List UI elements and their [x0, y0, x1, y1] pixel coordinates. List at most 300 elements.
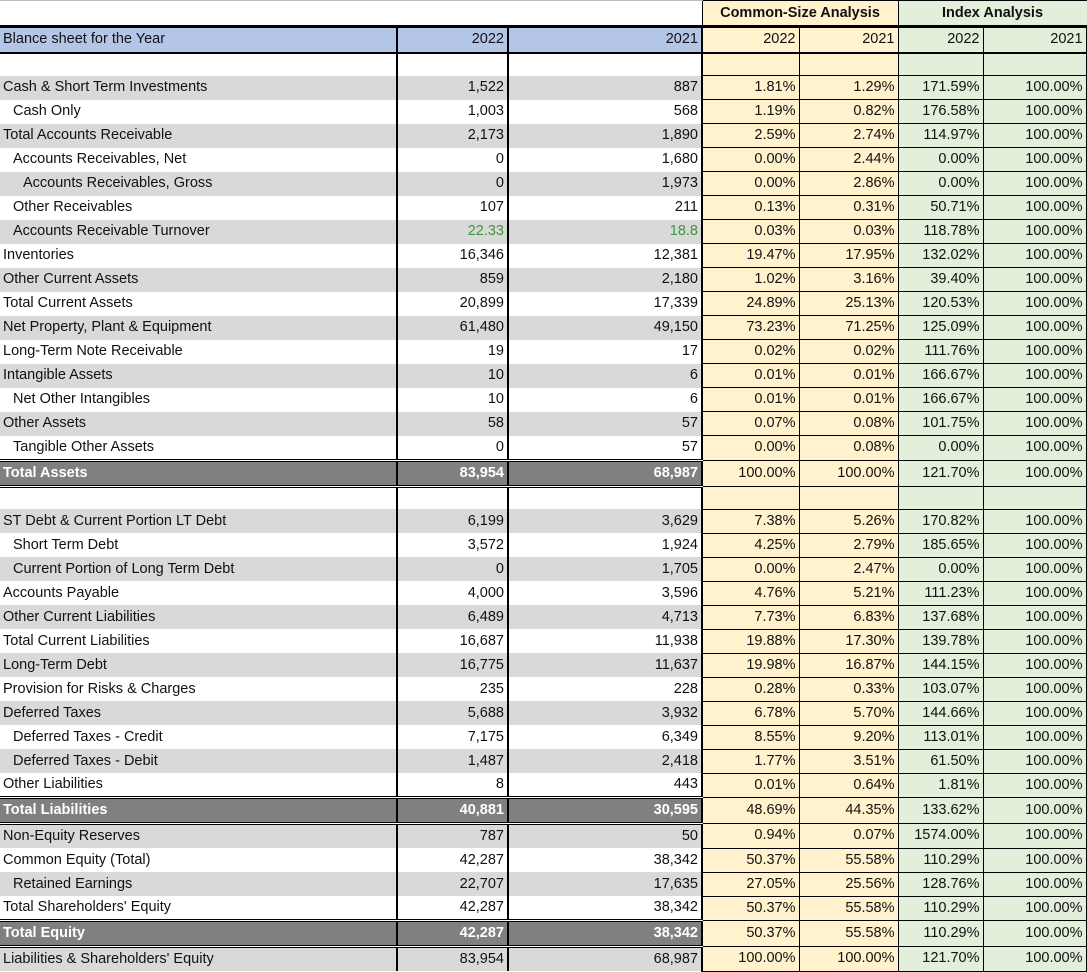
common-size-2022: 7.73%	[702, 605, 799, 629]
index-analysis-header: Index Analysis	[898, 1, 1087, 27]
index-2022: 144.15%	[898, 653, 983, 677]
index-2022: 166.67%	[898, 364, 983, 388]
value-2022: 42,287	[397, 921, 508, 947]
table-row	[0, 947, 1087, 972]
row-label: Net Other Intangibles	[0, 388, 397, 412]
common-size-2022: 0.07%	[702, 412, 799, 436]
common-size-2022: 0.00%	[702, 557, 799, 581]
blank-cell	[702, 486, 799, 509]
value-2022: 83,954	[397, 947, 508, 972]
row-label: Total Current Assets	[0, 292, 397, 316]
index-2021: 100.00%	[983, 244, 1087, 268]
common-size-2022: 4.25%	[702, 533, 799, 557]
common-size-2021: 25.56%	[799, 872, 898, 896]
table-row	[0, 100, 1087, 124]
table-row	[0, 244, 1087, 268]
value-2021: 1,680	[508, 148, 702, 172]
blank-cell	[799, 486, 898, 509]
blank-cell	[983, 53, 1087, 76]
index-2021: 100.00%	[983, 268, 1087, 292]
common-size-2022: 0.13%	[702, 196, 799, 220]
table-row	[0, 292, 1087, 316]
index-2021: 100.00%	[983, 798, 1087, 824]
index-2021: 100.00%	[983, 947, 1087, 972]
common-size-2021: 0.07%	[799, 824, 898, 849]
row-label: Retained Earnings	[0, 872, 397, 896]
value-2022: 10	[397, 388, 508, 412]
table-row	[0, 533, 1087, 557]
common-size-2022: 73.23%	[702, 316, 799, 340]
value-2022: 22.33	[397, 220, 508, 244]
value-2021: 38,342	[508, 896, 702, 921]
table-row	[0, 268, 1087, 292]
table-row	[0, 124, 1087, 148]
index-2021: 100.00%	[983, 364, 1087, 388]
row-label: Accounts Receivables, Gross	[0, 172, 397, 196]
value-2021: 12,381	[508, 244, 702, 268]
row-label: Accounts Receivables, Net	[0, 148, 397, 172]
index-2021: 100.00%	[983, 316, 1087, 340]
index-2021: 100.00%	[983, 677, 1087, 701]
common-size-2022: 27.05%	[702, 872, 799, 896]
row-label: Long-Term Debt	[0, 653, 397, 677]
index-2022: 121.70%	[898, 460, 983, 486]
row-label: Tangible Other Assets	[0, 436, 397, 461]
blank-cell	[508, 486, 702, 509]
index-2022: 0.00%	[898, 557, 983, 581]
common-size-2021: 0.82%	[799, 100, 898, 124]
value-2021: 4,713	[508, 605, 702, 629]
table-row	[0, 921, 1087, 947]
blank-cell	[702, 53, 799, 76]
value-2022: 10	[397, 364, 508, 388]
row-label: Non-Equity Reserves	[0, 824, 397, 849]
table-row	[0, 557, 1087, 581]
common-size-2022: 0.02%	[702, 340, 799, 364]
index-2022: 111.23%	[898, 581, 983, 605]
index-2022: 110.29%	[898, 848, 983, 872]
blank-cell	[0, 1, 397, 27]
value-2021: 1,890	[508, 124, 702, 148]
common-size-2022: 19.88%	[702, 629, 799, 653]
index-2022: 111.76%	[898, 340, 983, 364]
value-2022: 1,487	[397, 749, 508, 773]
value-2021: 17,635	[508, 872, 702, 896]
value-2021: 68,987	[508, 460, 702, 486]
table-row	[0, 653, 1087, 677]
value-2021: 17,339	[508, 292, 702, 316]
common-size-2022: 0.00%	[702, 172, 799, 196]
common-size-2021: 44.35%	[799, 798, 898, 824]
row-label: Total Shareholders' Equity	[0, 896, 397, 921]
common-size-2022: 1.81%	[702, 76, 799, 100]
index-2021: 100.00%	[983, 896, 1087, 921]
value-2022: 16,775	[397, 653, 508, 677]
row-label: Accounts Payable	[0, 581, 397, 605]
common-size-2021: 1.29%	[799, 76, 898, 100]
table-row	[0, 460, 1087, 486]
index-2021: 100.00%	[983, 196, 1087, 220]
index-2021: 100.00%	[983, 124, 1087, 148]
value-2022: 2,173	[397, 124, 508, 148]
value-2021: 887	[508, 76, 702, 100]
common-size-2022: 1.02%	[702, 268, 799, 292]
table-row	[0, 725, 1087, 749]
common-size-2021: 2.74%	[799, 124, 898, 148]
common-size-2022: 0.01%	[702, 364, 799, 388]
value-2022: 22,707	[397, 872, 508, 896]
index-2021: 100.00%	[983, 872, 1087, 896]
index-2021: 100.00%	[983, 220, 1087, 244]
index-2022: 121.70%	[898, 947, 983, 972]
row-label: Deferred Taxes - Credit	[0, 725, 397, 749]
index-2022: 113.01%	[898, 725, 983, 749]
index-2022: 101.75%	[898, 412, 983, 436]
common-size-2021: 9.20%	[799, 725, 898, 749]
value-2022: 787	[397, 824, 508, 849]
index-2022: 125.09%	[898, 316, 983, 340]
blank-cell	[397, 486, 508, 509]
spacer-row	[0, 486, 1087, 509]
index-2022: 1574.00%	[898, 824, 983, 849]
index-2022: 103.07%	[898, 677, 983, 701]
value-2021: 50	[508, 824, 702, 849]
index-2022: 171.59%	[898, 76, 983, 100]
row-label: Short Term Debt	[0, 533, 397, 557]
blank-cell	[508, 1, 702, 27]
common-size-2022: 50.37%	[702, 896, 799, 921]
value-2022: 40,881	[397, 798, 508, 824]
value-2022: 0	[397, 557, 508, 581]
value-2022: 4,000	[397, 581, 508, 605]
index-2022: 139.78%	[898, 629, 983, 653]
common-size-2021: 100.00%	[799, 460, 898, 486]
common-size-2021: 2.79%	[799, 533, 898, 557]
value-2022: 19	[397, 340, 508, 364]
common-size-2021: 5.26%	[799, 509, 898, 533]
index-2021: 100.00%	[983, 848, 1087, 872]
value-2021: 1,924	[508, 533, 702, 557]
table-row	[0, 388, 1087, 412]
value-2021: 17	[508, 340, 702, 364]
index-2021: 100.00%	[983, 509, 1087, 533]
row-label: Provision for Risks & Charges	[0, 677, 397, 701]
index-2021: 100.00%	[983, 557, 1087, 581]
value-2022: 235	[397, 677, 508, 701]
row-label: ST Debt & Current Portion LT Debt	[0, 509, 397, 533]
table-row	[0, 896, 1087, 921]
value-2021: 1,705	[508, 557, 702, 581]
common-size-2021: 2.47%	[799, 557, 898, 581]
row-label: Common Equity (Total)	[0, 848, 397, 872]
common-size-header: Common-Size Analysis	[702, 1, 898, 27]
cs-2022-header: 2022	[702, 27, 799, 53]
value-2022: 1,003	[397, 100, 508, 124]
common-size-2021: 2.86%	[799, 172, 898, 196]
table-row	[0, 872, 1087, 896]
table-row	[0, 629, 1087, 653]
row-label: Total Current Liabilities	[0, 629, 397, 653]
row-label: Long-Term Note Receivable	[0, 340, 397, 364]
index-2021: 100.00%	[983, 749, 1087, 773]
blank-cell	[898, 486, 983, 509]
common-size-2022: 0.01%	[702, 773, 799, 798]
year-2022-header: 2022	[397, 27, 508, 53]
table-row	[0, 677, 1087, 701]
index-2022: 39.40%	[898, 268, 983, 292]
table-row	[0, 412, 1087, 436]
sheet-title: Blance sheet for the Year	[0, 27, 397, 53]
value-2021: 211	[508, 196, 702, 220]
table-row	[0, 798, 1087, 824]
row-label: Other Current Assets	[0, 268, 397, 292]
value-2022: 83,954	[397, 460, 508, 486]
row-label: Other Liabilities	[0, 773, 397, 798]
value-2022: 16,687	[397, 629, 508, 653]
blank-cell	[898, 53, 983, 76]
index-2022: 110.29%	[898, 896, 983, 921]
ix-2022-header: 2022	[898, 27, 983, 53]
value-2021: 57	[508, 436, 702, 461]
value-2021: 68,987	[508, 947, 702, 972]
value-2022: 107	[397, 196, 508, 220]
row-label: Cash Only	[0, 100, 397, 124]
index-2022: 114.97%	[898, 124, 983, 148]
index-2021: 100.00%	[983, 436, 1087, 461]
index-2022: 50.71%	[898, 196, 983, 220]
index-2021: 100.00%	[983, 100, 1087, 124]
row-label: Intangible Assets	[0, 364, 397, 388]
index-2021: 100.00%	[983, 653, 1087, 677]
index-2022: 144.66%	[898, 701, 983, 725]
index-2022: 176.58%	[898, 100, 983, 124]
table-row	[0, 605, 1087, 629]
blank-cell	[799, 53, 898, 76]
index-2021: 100.00%	[983, 725, 1087, 749]
value-2022: 0	[397, 436, 508, 461]
year-2021-header: 2021	[508, 27, 702, 53]
common-size-2022: 6.78%	[702, 701, 799, 725]
index-2021: 100.00%	[983, 460, 1087, 486]
value-2021: 57	[508, 412, 702, 436]
table-row	[0, 364, 1087, 388]
common-size-2021: 55.58%	[799, 921, 898, 947]
value-2021: 30,595	[508, 798, 702, 824]
common-size-2021: 55.58%	[799, 848, 898, 872]
table-row	[0, 509, 1087, 533]
index-2021: 100.00%	[983, 824, 1087, 849]
common-size-2022: 2.59%	[702, 124, 799, 148]
value-2021: 3,629	[508, 509, 702, 533]
common-size-2022: 50.37%	[702, 848, 799, 872]
common-size-2021: 16.87%	[799, 653, 898, 677]
row-label: Other Assets	[0, 412, 397, 436]
blank-cell	[0, 486, 397, 509]
index-2021: 100.00%	[983, 412, 1087, 436]
index-2021: 100.00%	[983, 340, 1087, 364]
value-2022: 3,572	[397, 533, 508, 557]
index-2022: 0.00%	[898, 436, 983, 461]
index-2021: 100.00%	[983, 701, 1087, 725]
common-size-2022: 4.76%	[702, 581, 799, 605]
value-2022: 1,522	[397, 76, 508, 100]
index-2021: 100.00%	[983, 605, 1087, 629]
row-label: Other Current Liabilities	[0, 605, 397, 629]
common-size-2022: 8.55%	[702, 725, 799, 749]
index-2022: 110.29%	[898, 921, 983, 947]
index-2021: 100.00%	[983, 388, 1087, 412]
index-2021: 100.00%	[983, 629, 1087, 653]
row-label: Deferred Taxes	[0, 701, 397, 725]
value-2021: 11,938	[508, 629, 702, 653]
table-row	[0, 340, 1087, 364]
blank-cell	[508, 53, 702, 76]
common-size-2021: 25.13%	[799, 292, 898, 316]
common-size-2021: 0.08%	[799, 412, 898, 436]
common-size-2022: 19.98%	[702, 653, 799, 677]
common-size-2022: 1.77%	[702, 749, 799, 773]
value-2022: 7,175	[397, 725, 508, 749]
value-2022: 8	[397, 773, 508, 798]
blank-cell	[0, 53, 397, 76]
value-2021: 3,932	[508, 701, 702, 725]
value-2021: 2,180	[508, 268, 702, 292]
table-row	[0, 749, 1087, 773]
row-label: Liabilities & Shareholders' Equity	[0, 947, 397, 972]
common-size-2021: 5.21%	[799, 581, 898, 605]
common-size-2022: 0.03%	[702, 220, 799, 244]
table-row	[0, 220, 1087, 244]
row-label: Current Portion of Long Term Debt	[0, 557, 397, 581]
row-label: Total Liabilities	[0, 798, 397, 824]
table-row	[0, 848, 1087, 872]
common-size-2021: 3.51%	[799, 749, 898, 773]
common-size-2022: 0.00%	[702, 148, 799, 172]
common-size-2021: 0.64%	[799, 773, 898, 798]
common-size-2022: 48.69%	[702, 798, 799, 824]
index-2022: 132.02%	[898, 244, 983, 268]
index-2022: 61.50%	[898, 749, 983, 773]
common-size-2022: 100.00%	[702, 460, 799, 486]
index-2021: 100.00%	[983, 292, 1087, 316]
value-2022: 20,899	[397, 292, 508, 316]
value-2022: 61,480	[397, 316, 508, 340]
common-size-2021: 71.25%	[799, 316, 898, 340]
common-size-2021: 0.01%	[799, 364, 898, 388]
index-2022: 137.68%	[898, 605, 983, 629]
sheet-body	[0, 53, 1087, 972]
table-row	[0, 76, 1087, 100]
common-size-2022: 0.00%	[702, 436, 799, 461]
table-row	[0, 316, 1087, 340]
value-2021: 6	[508, 388, 702, 412]
common-size-2022: 1.19%	[702, 100, 799, 124]
common-size-2022: 19.47%	[702, 244, 799, 268]
common-size-2022: 0.01%	[702, 388, 799, 412]
index-2022: 0.00%	[898, 148, 983, 172]
common-size-2021: 3.16%	[799, 268, 898, 292]
value-2021: 38,342	[508, 921, 702, 947]
value-2021: 6	[508, 364, 702, 388]
table-row	[0, 172, 1087, 196]
index-2021: 100.00%	[983, 172, 1087, 196]
value-2022: 58	[397, 412, 508, 436]
index-2021: 100.00%	[983, 533, 1087, 557]
group-header-row	[0, 1, 1087, 27]
common-size-2022: 50.37%	[702, 921, 799, 947]
index-2022: 133.62%	[898, 798, 983, 824]
value-2022: 0	[397, 148, 508, 172]
ix-2021-header: 2021	[983, 27, 1087, 53]
value-2021: 6,349	[508, 725, 702, 749]
value-2021: 3,596	[508, 581, 702, 605]
value-2022: 6,199	[397, 509, 508, 533]
index-2021: 100.00%	[983, 581, 1087, 605]
spacer-row	[0, 53, 1087, 76]
table-row	[0, 824, 1087, 849]
value-2021: 18.8	[508, 220, 702, 244]
value-2021: 11,637	[508, 653, 702, 677]
common-size-2022: 24.89%	[702, 292, 799, 316]
value-2022: 6,489	[397, 605, 508, 629]
row-label: Accounts Receivable Turnover	[0, 220, 397, 244]
common-size-2021: 0.03%	[799, 220, 898, 244]
index-2022: 185.65%	[898, 533, 983, 557]
value-2022: 42,287	[397, 848, 508, 872]
index-2022: 128.76%	[898, 872, 983, 896]
value-2021: 49,150	[508, 316, 702, 340]
common-size-2022: 0.28%	[702, 677, 799, 701]
index-2021: 100.00%	[983, 76, 1087, 100]
index-2022: 0.00%	[898, 172, 983, 196]
row-label: Inventories	[0, 244, 397, 268]
index-2022: 166.67%	[898, 388, 983, 412]
value-2021: 38,342	[508, 848, 702, 872]
common-size-2021: 6.83%	[799, 605, 898, 629]
value-2022: 42,287	[397, 896, 508, 921]
table-row	[0, 148, 1087, 172]
common-size-2021: 2.44%	[799, 148, 898, 172]
row-label: Deferred Taxes - Debit	[0, 749, 397, 773]
common-size-2021: 0.31%	[799, 196, 898, 220]
value-2021: 2,418	[508, 749, 702, 773]
value-2021: 443	[508, 773, 702, 798]
value-2022: 859	[397, 268, 508, 292]
year-header-row	[0, 27, 1087, 53]
blank-cell	[983, 486, 1087, 509]
common-size-2021: 5.70%	[799, 701, 898, 725]
value-2021: 1,973	[508, 172, 702, 196]
common-size-2021: 100.00%	[799, 947, 898, 972]
row-label: Net Property, Plant & Equipment	[0, 316, 397, 340]
table-row	[0, 581, 1087, 605]
common-size-2021: 17.30%	[799, 629, 898, 653]
index-2022: 118.78%	[898, 220, 983, 244]
common-size-2021: 0.01%	[799, 388, 898, 412]
index-2022: 1.81%	[898, 773, 983, 798]
row-label: Total Accounts Receivable	[0, 124, 397, 148]
common-size-2021: 17.95%	[799, 244, 898, 268]
value-2022: 0	[397, 172, 508, 196]
value-2022: 5,688	[397, 701, 508, 725]
common-size-2022: 0.94%	[702, 824, 799, 849]
value-2021: 228	[508, 677, 702, 701]
index-2021: 100.00%	[983, 148, 1087, 172]
row-label: Total Assets	[0, 460, 397, 486]
row-label: Other Receivables	[0, 196, 397, 220]
table-row	[0, 773, 1087, 798]
index-2021: 100.00%	[983, 921, 1087, 947]
